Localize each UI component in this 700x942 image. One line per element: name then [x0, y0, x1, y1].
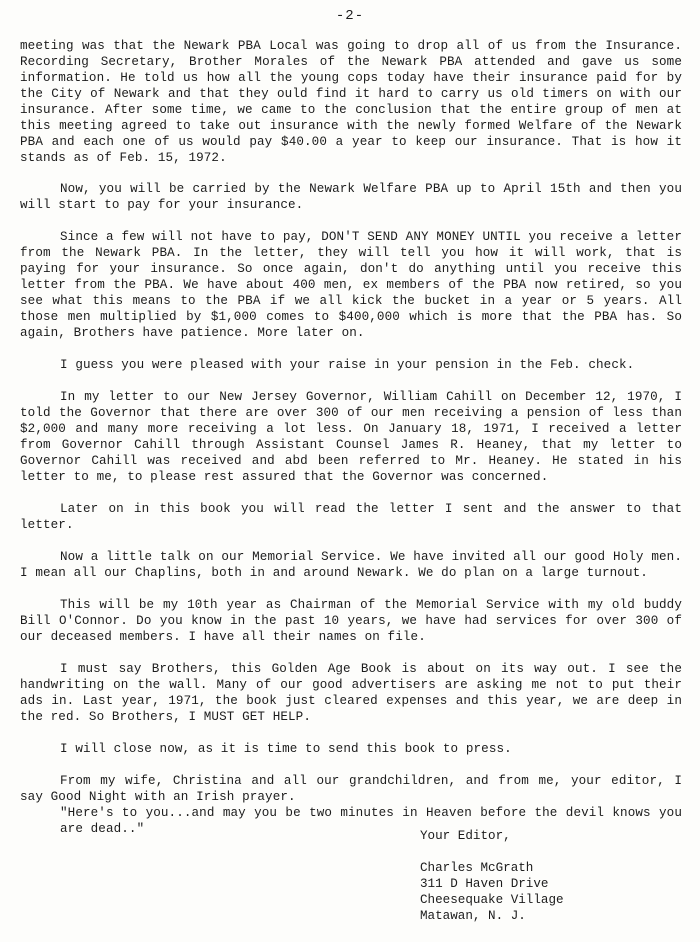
signature-address-line-3: Matawan, N. J. [420, 909, 526, 923]
paragraph-golden-age-book: I must say Brothers, this Golden Age Book is about on its way out. I see the handwriting on the wall. Many of our good advertisers are asking me not to put their ads in. Last year, 1971, the book just cleared expenses and this year, we are deep in the red. So Brothers, I MUST GET HELP. [20, 662, 682, 724]
signature-address-line-2: Cheesequake Village [420, 893, 564, 907]
signature-block [420, 828, 564, 924]
paragraph-letter-reference: Later on in this book you will read the letter I sent and the answer to that letter. [20, 502, 682, 532]
signature-address-line-1: 311 D Haven Drive [420, 877, 549, 891]
paragraph-irish-prayer: From my wife, Christina and all our grandchildren, and from me, your editor, I say Good Night with an Irish prayer. [20, 774, 682, 804]
irish-prayer-quote: "Here's to you...and may you be two minutes in Heaven before the devil knows you are dead.." [60, 806, 682, 836]
paragraph-chairman: This will be my 10th year as Chairman of the Memorial Service with my old buddy Bill O'Connor. Do you know in the past 10 years, we have had services for over 300 of our deceased members. I have all their names on file. [20, 598, 682, 644]
letter-body [20, 38, 682, 837]
paragraph-closing: I will close now, as it is time to send this book to press. [60, 742, 512, 756]
paragraph-pension-raise: I guess you were pleased with your raise in your pension in the Feb. check. [60, 358, 635, 372]
paragraph-dont-send-money: Since a few will not have to pay, DON'T SEND ANY MONEY UNTIL you receive a letter from the Newark PBA. In the letter, they will tell you how it will work, that is paying for your insurance. So once again, don't do anything until you receive this letter from the PBA. We have about 400 men, ex members of the PBA now retired, so you see what this means to the PBA if we all kick the bucket in a year or 5 years. All those men multiplied by $1,000 comes to $400,000 which is more that the PBA has. So again, Brothers have patience. More later on. [20, 230, 682, 340]
paragraph-welfare-pba: Now, you will be carried by the Newark Welfare PBA up to April 15th and then you will start to pay for your insurance. [20, 182, 682, 212]
page-number: -2- [335, 8, 365, 24]
paragraph-governor-letter: In my letter to our New Jersey Governor, William Cahill on December 12, 1970, I told the Governor that there are over 300 of our men receiving a pension of less than $2,000 and many more receiving a lot less. On January 18, 1971, I received a letter from Governor Cahill through Assistant Counsel James R. Heaney, that my letter to Governor Cahill was received and abd been referred to Mr. Heaney. He stated in his letter to me, to please rest assured that the Governor was concerned. [20, 390, 682, 484]
signature-name: Charles McGrath [420, 861, 534, 875]
paragraph-memorial-service: Now a little talk on our Memorial Service. We have invited all our good Holy men. I mean all our Chaplins, both in and around Newark. We do plan on a large turnout. [20, 550, 682, 580]
signature-title: Your Editor, [420, 829, 511, 843]
paragraph-insurance-meeting: meeting was that the Newark PBA Local was going to drop all of us from the Insurance. Recording Secretary, Brother Morales of the Newark PBA attended and gave us some information. He told us how all the young cops today have their insurance paid for by the City of Newark and that they ould find it hard to carry us old timers on with our insurance. After some time, we came to the conclusion that the entire group of men at this meeting agreed to take out insurance with the newly formed Welfare of the Newark PBA and each one of us would pay $40.00 a year to keep our insurance. That is how it stands as of Feb. 15, 1972. [20, 39, 682, 165]
